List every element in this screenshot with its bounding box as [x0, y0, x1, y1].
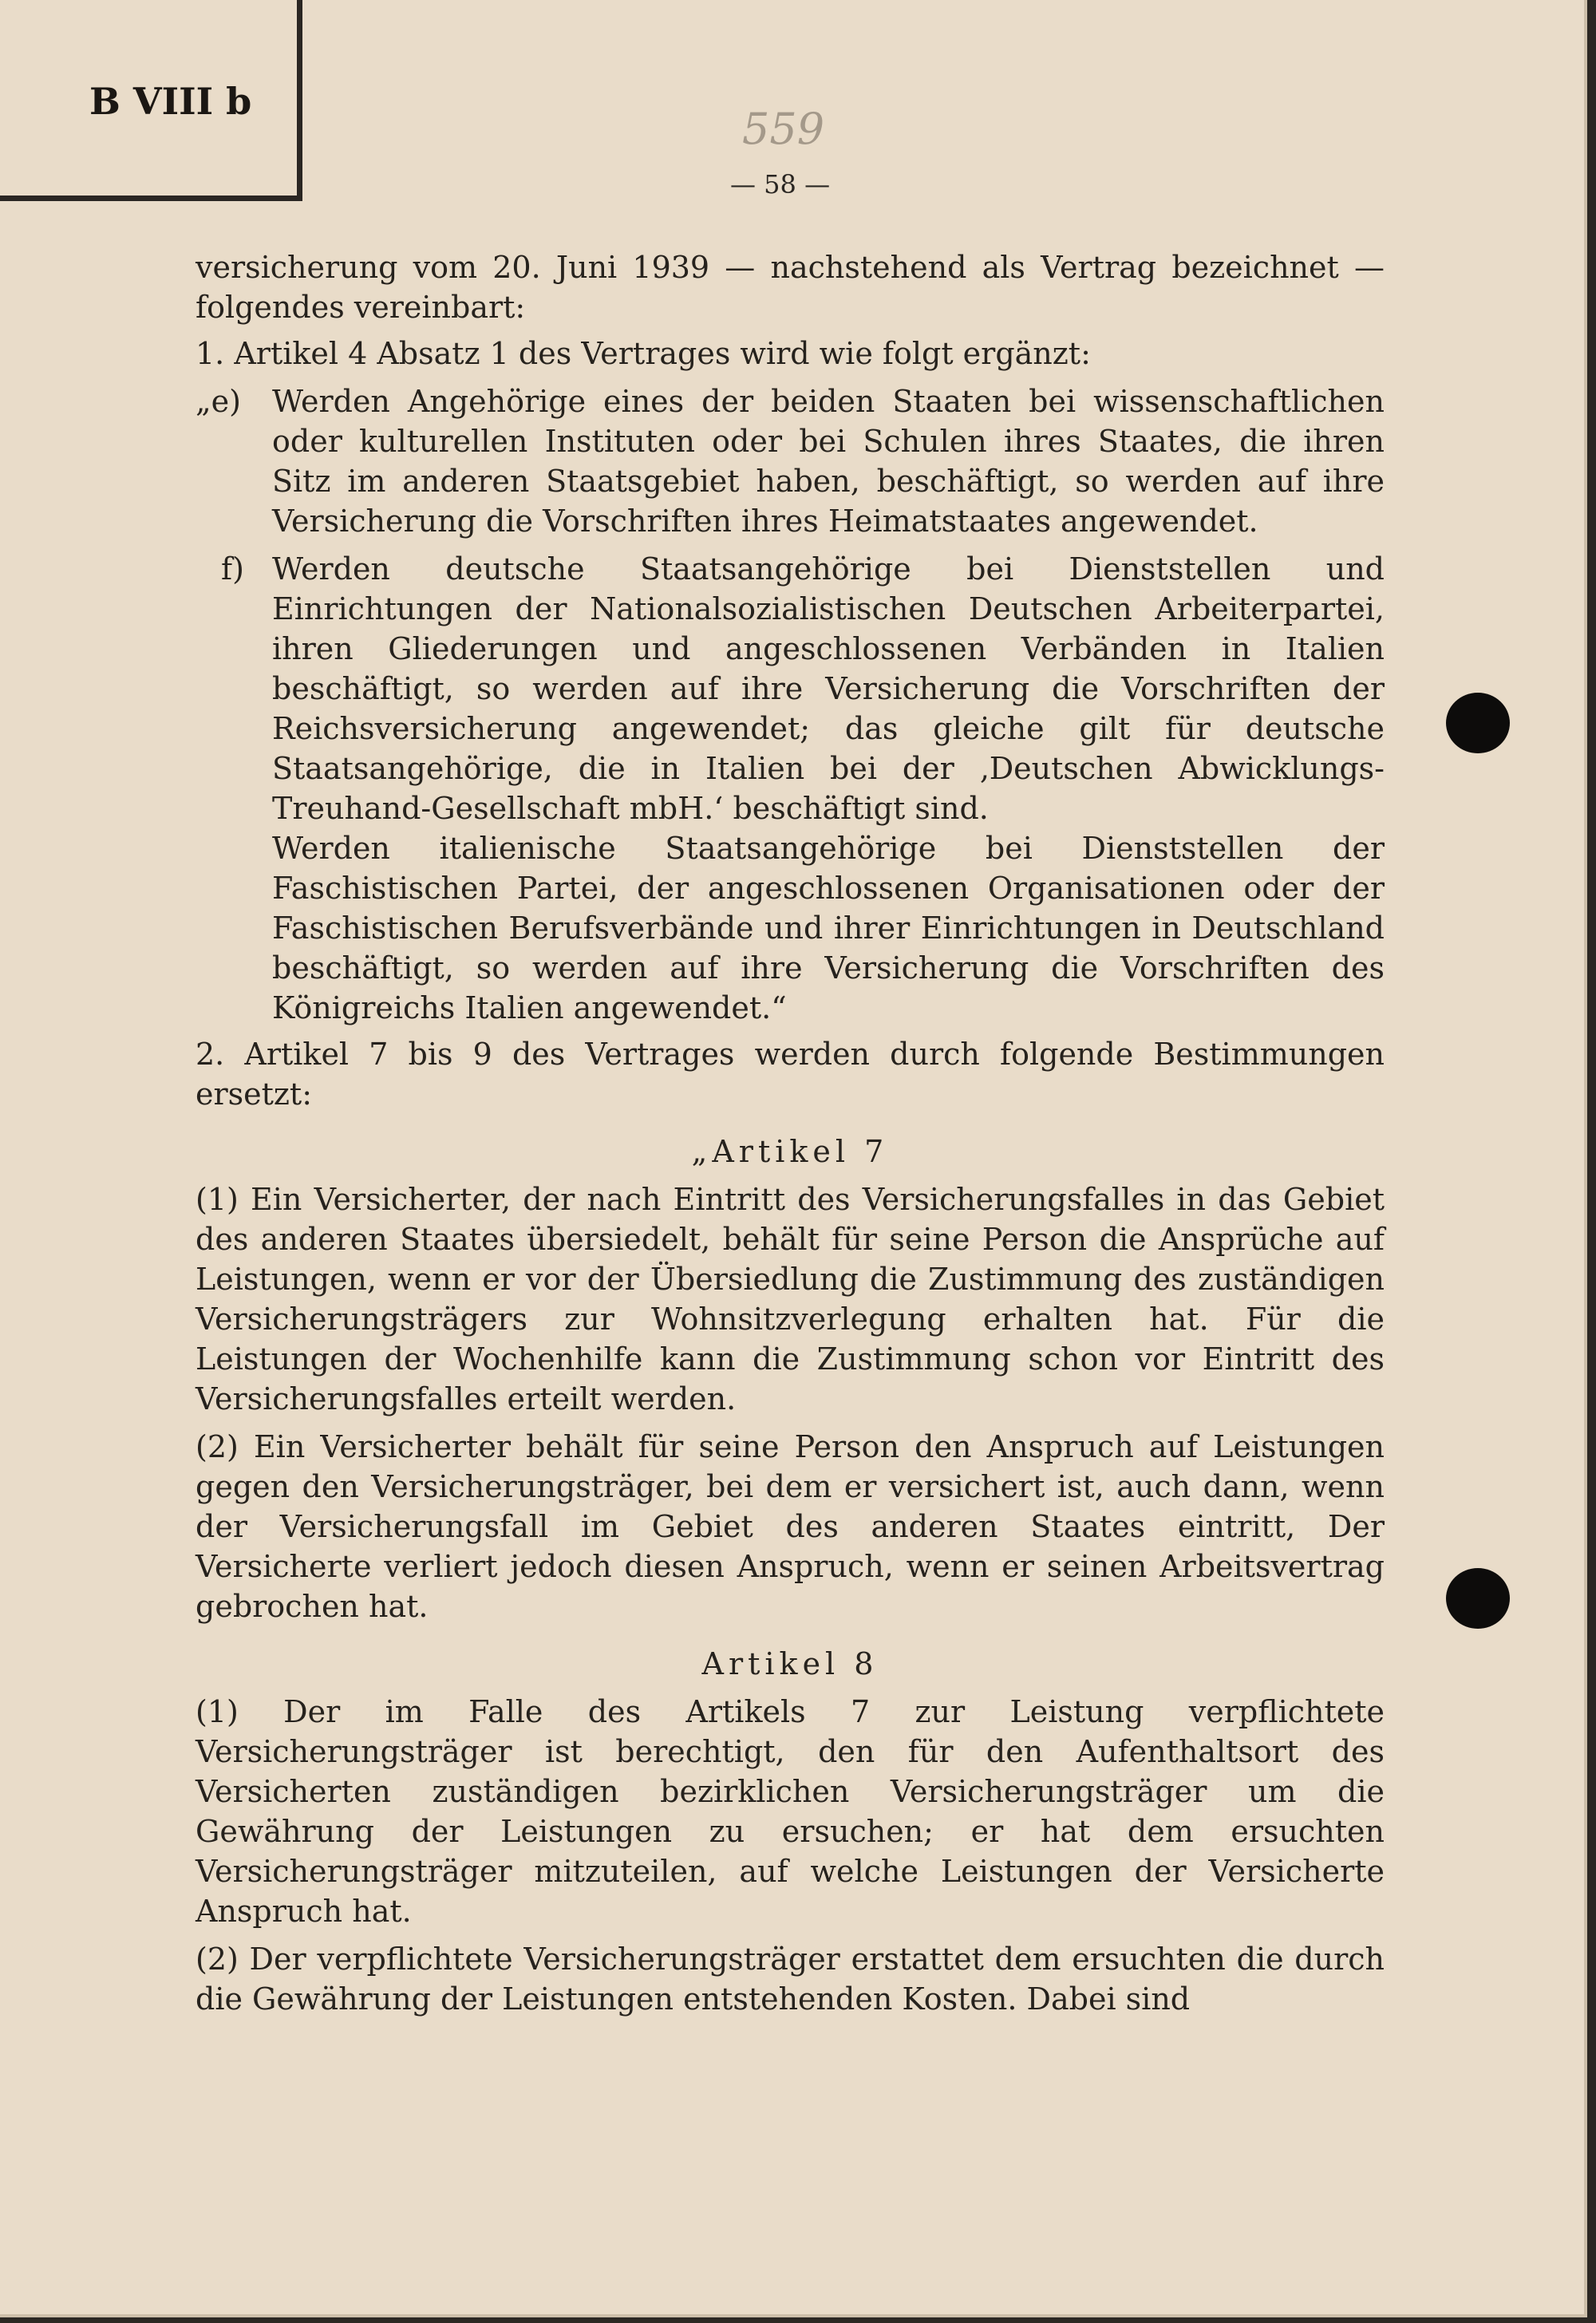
article-8-heading: Artikel 8 — [701, 1646, 879, 1681]
clause-f-text: Werden deutsche Staatsangehörige bei Dienststellen und Einrichtungen der Nationalsozialistischen Deutschen Arbeiterpartei, ihren Gliederungen und angeschlossenen Verbänden in Italien beschäftigt, so werden auf ihre Versicherung die Vorschriften der Reichsversicherung angewendet; das gleiche gilt für deutsche Staatsangehörige, die in Italien bei der ‚Deutschen Abwicklungs-Treuhand-Gesellschaft mbH.‘ beschäftigt sind. — [272, 551, 1385, 826]
item-2: 2. Artikel 7 bis 9 des Vertrages werden durch folgende Bestimmungen ersetzt: — [196, 1037, 1385, 1112]
punch-hole-bottom — [1446, 1568, 1510, 1629]
document-body — [196, 247, 1385, 2019]
clause-e-text: Werden Angehörige eines der beiden Staaten bei wissenschaftlichen oder kulturellen Instituten oder bei Schulen ihres Staates, die ihren Sitz im anderen Staatsgebiet haben, beschäftigt, so werden auf ihre Versicherung die Vorschriften ihres Heimatstaates angewendet. — [272, 384, 1385, 539]
punch-hole-top — [1446, 693, 1510, 753]
clause-f-marker: f) — [221, 551, 244, 587]
item-1: 1. Artikel 4 Absatz 1 des Vertrages wird wie folgt ergänzt: — [196, 336, 1091, 371]
article-7-para-1: (1) Ein Versicherter, der nach Eintritt des Versicherungsfalles in das Gebiet des anderen Staates übersiedelt, behält für seine Person die Ansprüche auf Leistungen, wenn er vor der Übersiedlung die Zustimmung des zuständigen Versicherungsträgers zur Wohnsitzverlegung erhalten hat. Für die Leistungen der Wochenhilfe kann die Zustimmung schon vor Eintritt des Versicherungsfalles erteilt werden. — [196, 1182, 1385, 1416]
article-7-para-2: (2) Ein Versicherter behält für seine Person den Anspruch auf Leistungen gegen den Versicherungsträger, bei dem er versichert ist, auch dann, wenn der Versicherungsfall im Gebiet des anderen Staates eintritt, Der Versicherte verliert jedoch diesen Anspruch, wenn er seinen Arbeitsvertrag gebrochen hat. — [196, 1429, 1385, 1624]
clause-f-text-2: Werden italienische Staatsangehörige bei Dienststellen der Faschistischen Partei, der angeschlossenen Organisationen oder der Faschistischen Berufsverbände und ihrer Einrichtungen in Deutschland beschäftigt, so werden auf ihre Versicherung die Vorschriften des Königreichs Italien angewendet.“ — [272, 831, 1385, 1025]
article-8-para-2: (2) Der verpflichtete Versicherungsträger erstattet dem ersuchten die durch die Gewährung der Leistungen entstehenden Kosten. Dabei sind — [196, 1942, 1385, 2017]
clause-e — [196, 381, 1385, 541]
intro-paragraph: versicherung vom 20. Juni 1939 — nachstehend als Vertrag bezeichnet — folgendes vereinbart: — [196, 250, 1385, 325]
page-number: — 58 — — [730, 169, 831, 200]
index-tab — [0, 0, 302, 201]
article-8-para-1: (1) Der im Falle des Artikels 7 zur Leistung verpflichtete Versicherungsträger ist berechtigt, den für den Aufenthaltsort des Versicherten zuständigen bezirklichen Versicherungsträger um die Gewährung der Leistungen zu ersuchen; er hat dem ersuchten Versicherungsträger mitzuteilen, auf welche Leistungen der Versicherte Anspruch hat. — [196, 1694, 1385, 1929]
pencil-note: 559 — [742, 104, 825, 154]
clause-f — [196, 549, 1385, 828]
clause-e-marker: „e) — [196, 384, 241, 419]
article-7-heading: „Artikel 7 — [691, 1134, 889, 1169]
tab-label: B VIII b — [89, 80, 252, 123]
